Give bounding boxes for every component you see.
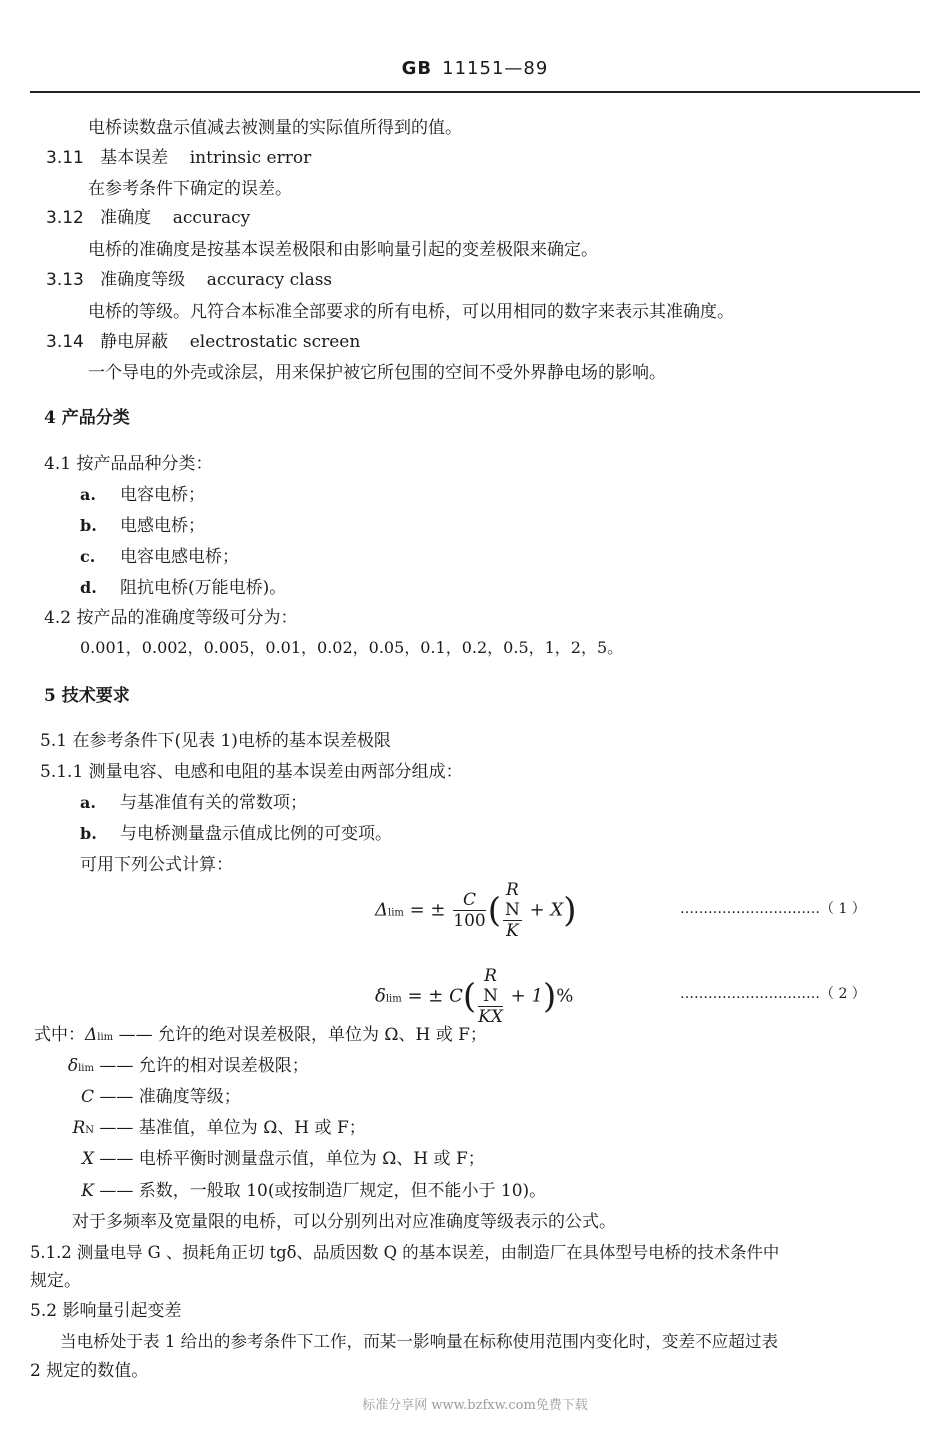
clause-4-1: 4.1 按产品品种分类： [44,454,213,474]
definition-rel-limit: δlim —— 允许的相对误差极限； [67,1056,309,1076]
text-line: 可用下列公式计算： [80,855,233,875]
list-item: d. 阻抗电桥(万能电桥)。 [80,578,287,598]
section-heading-4: 4 产品分类 [44,408,130,428]
header-rule [30,91,920,93]
watermark-footer: 标准分享网 www.bzfxw.com免费下载 [362,1398,588,1413]
definition-abs-limit: 式中：Δlim —— 允许的绝对误差极限，单位为 Ω、H 或 F； [34,1025,487,1045]
list-item: a. 电容电桥； [80,485,205,505]
equation-number-1: …………………………（ 1 ） [680,901,866,917]
clause-3-11: 3.11 基本误差 intrinsic error [46,148,312,168]
clause-5-1-1: 5.1.1 测量电容、电感和电阻的基本误差由两部分组成： [40,762,463,782]
equation-1: Δlim = ± $\frac{C}{100}$ ( R N K + X) [375,880,577,941]
clause-3-13: 3.13 准确度等级 accuracy class [46,270,333,290]
text-line: 2 规定的数值。 [30,1361,149,1381]
list-item: b. 与电桥测量盘示值成比例的可变项。 [80,824,392,844]
text-line: 当电桥处于表 1 给出的参考条件下工作，而某一影响量在标称使用范围内变化时，变差不应超过表 [60,1332,779,1351]
text-line: 一个导电的外壳或涂层，用来保护被它所包围的空间不受外界静电场的影响。 [88,363,666,383]
page-header [0,58,950,79]
text-line: 对于多频率及宽量限的电桥，可以分别列出对应准确度等级表示的公式。 [72,1212,616,1232]
header-code: 11151—89 [442,58,549,79]
list-item: a. 与基准值有关的常数项； [80,793,307,813]
clause-5-1: 5.1 在参考条件下(见表 1)电桥的基本误差极限 [40,731,391,751]
list-item: b. 电感电桥； [80,516,205,536]
definition-k: K —— 系数，一般取 10(或按制造厂规定，但不能小于 10)。 [81,1181,547,1201]
definition-c: C —— 准确度等级； [80,1087,241,1107]
text-line: 电桥读数盘示值减去被测量的实际值所得到的值。 [88,118,462,138]
equation-number-2: …………………………（ 2 ） [680,986,866,1002]
text-line: 电桥的准确度是按基本误差极限和由影响量引起的变差极限来确定。 [88,240,598,260]
accuracy-values: 0.001，0.002，0.005，0.01，0.02，0.05，0.1，0.2，0.5，1，2，5。 [80,638,624,657]
clause-3-12: 3.12 准确度 accuracy [46,208,251,228]
clause-5-1-2: 5.1.2 测量电导 G 、损耗角正切 tgδ、品质因数 Q 的基本误差，由制造厂在具体型号电桥的技术条件中 [30,1243,780,1262]
clause-3-14: 3.14 静电屏蔽 electrostatic screen [46,332,361,352]
definition-rn: RN —— 基准值，单位为 Ω、H 或 F； [72,1118,366,1138]
definition-x: X —— 电桥平衡时测量盘示值，单位为 Ω、H 或 F； [81,1149,485,1169]
clause-5-2: 5.2 影响量引起变差 [30,1301,182,1321]
text-line: 规定。 [30,1271,81,1291]
section-heading-5: 5 技术要求 [44,686,130,706]
clause-4-2: 4.2 按产品的准确度等级可分为： [44,608,298,628]
equation-2: δlim = ± C( R N KX + 1)% [375,966,574,1027]
text-line: 在参考条件下确定的误差。 [88,179,292,199]
header-prefix: GB [401,58,433,79]
list-item: c. 电容电感电桥； [80,547,239,567]
text-line: 电桥的等级。凡符合本标准全部要求的所有电桥，可以用相同的数字来表示其准确度。 [88,302,734,322]
